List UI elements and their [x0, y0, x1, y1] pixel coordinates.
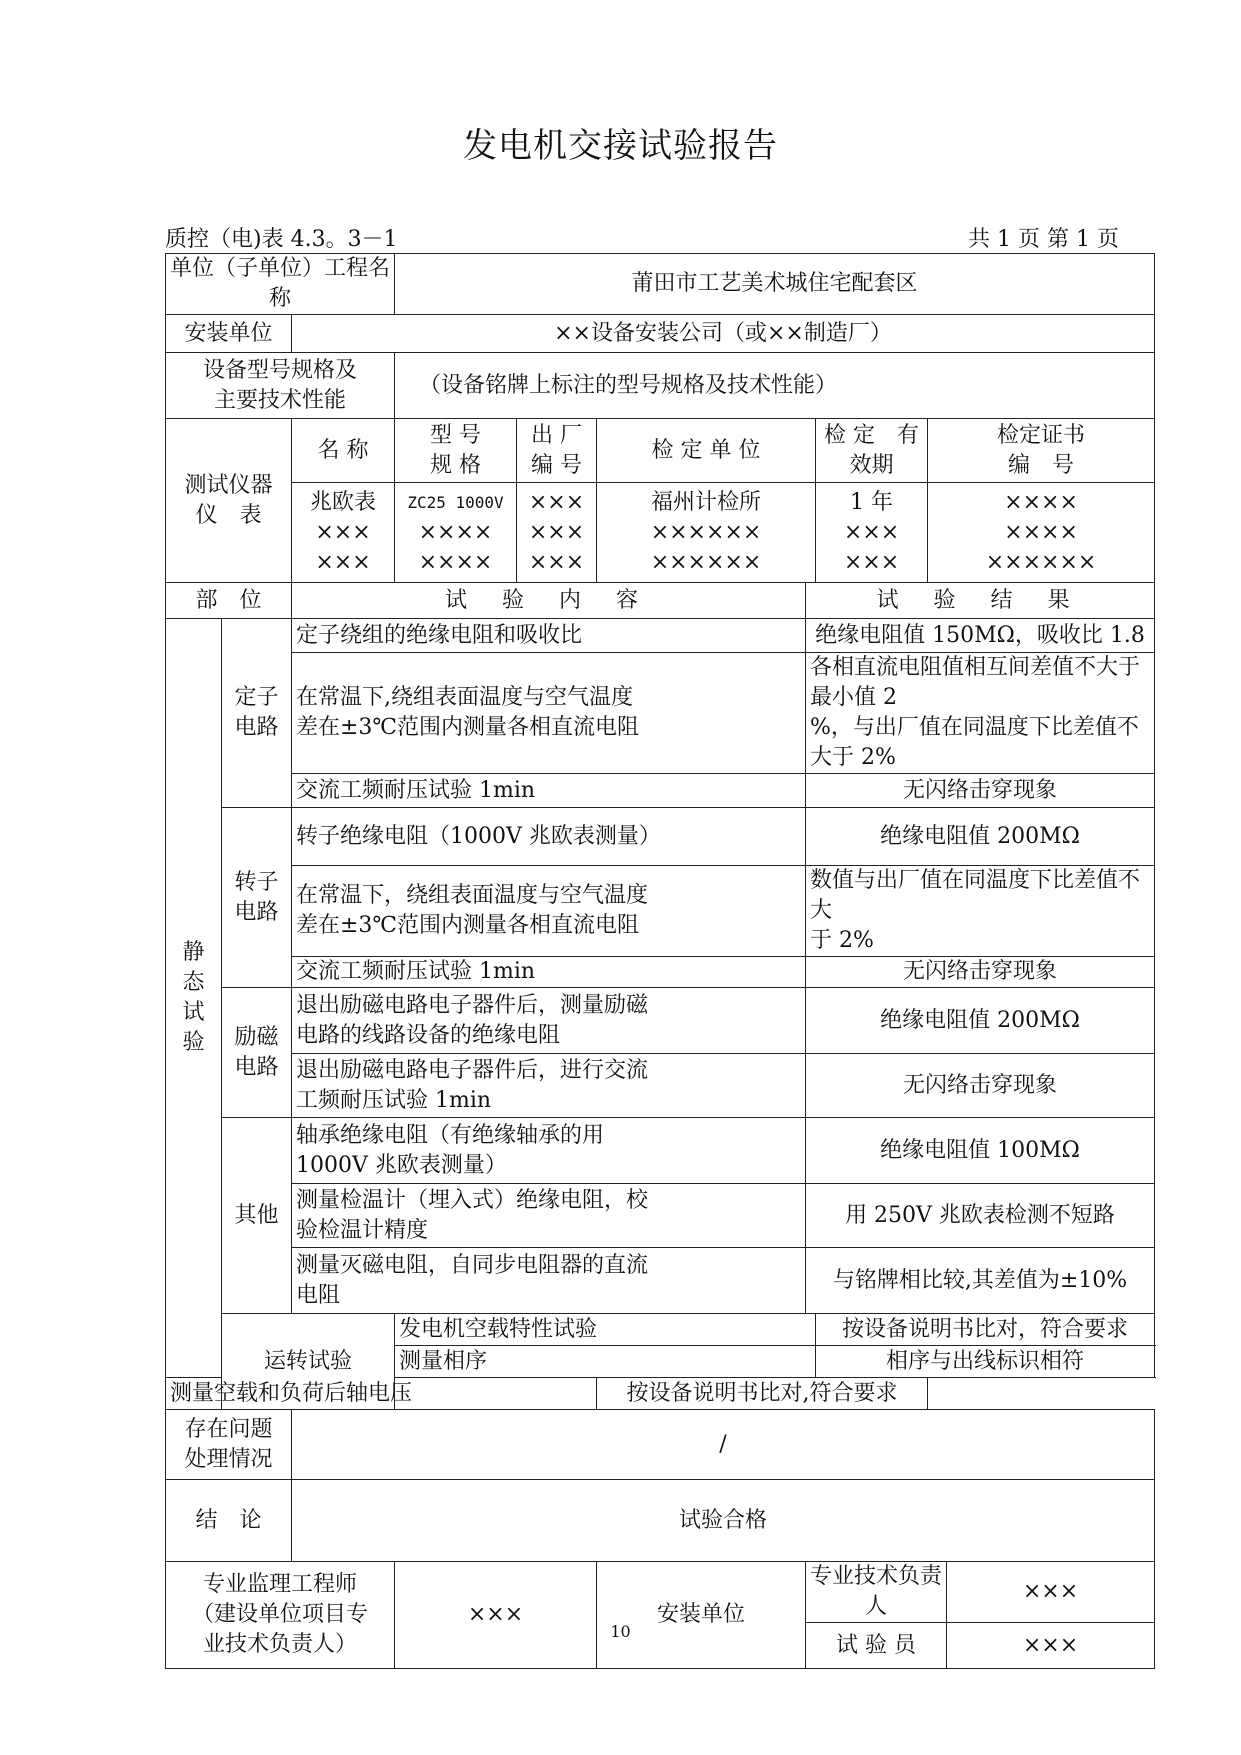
spec-label-line2: 主要技术性能	[213, 387, 346, 413]
stator-dc-content-line1: 在常温下,绕组表面温度与空气温度	[296, 685, 633, 710]
instrument-serials	[517, 483, 597, 583]
stator-ac-content: 交流工频耐压试验 1min	[292, 774, 806, 808]
rotor-dc-result-line1: 数值与出厂值在同温度下比差值不大	[810, 868, 1141, 923]
instruments-header-row	[166, 419, 1155, 483]
static-label-char-3: 试	[182, 1000, 205, 1025]
stator-label-line1: 定子	[234, 685, 279, 710]
excitation-row-1	[166, 988, 1155, 1054]
supervisor-label-line1: 专业监理工程师	[202, 1572, 357, 1597]
rotor-row-2	[166, 866, 1155, 957]
signoff-install-label: 安装单位	[597, 1562, 806, 1669]
col-model-header-line1: 型 号	[430, 422, 481, 448]
shaft-voltage-result: 按设备说明书比对,符合要求	[597, 1378, 928, 1410]
stator-dc-result-line1: 各相直流电阻值相互间差值不大于最小值 2	[810, 655, 1141, 710]
instruments-label	[166, 419, 292, 583]
conclusion-value: 试验合格	[292, 1480, 1155, 1562]
page-number: 10	[610, 1622, 631, 1641]
instrument-unit-2: ××××××	[650, 519, 762, 545]
static-label-char-4: 验	[182, 1030, 205, 1055]
supervisor-label	[166, 1562, 395, 1669]
page-info: 共 1 页 第 1 页	[968, 227, 1119, 252]
col-cert-header-line2: 编 号	[1008, 452, 1075, 478]
supervisor-label-line3: 业技术负责人）	[202, 1632, 357, 1657]
tech-lead-label: 专业技术负责人	[806, 1562, 947, 1623]
rotor-label-line2: 电路	[234, 899, 279, 925]
rotor-ac-result: 无闪络击穿现象	[806, 957, 1155, 988]
tech-lead-name: ×××	[947, 1562, 1155, 1623]
instrument-serial-3: ×××	[528, 549, 585, 575]
instrument-certs	[928, 483, 1155, 583]
instruments-label-line2: 仪 表	[195, 502, 262, 528]
rotor-row-1	[166, 808, 1155, 866]
instrument-valids	[816, 483, 928, 583]
excitation-ac-content-line1: 退出励磁电路电子器件后，进行交流	[296, 1057, 649, 1083]
project-value: 莆田市工艺美术城住宅配套区	[395, 254, 1155, 315]
conclusion-label: 结 论	[166, 1480, 292, 1562]
static-label-char-2: 态	[182, 970, 205, 995]
other-row-2	[166, 1184, 1155, 1248]
thermometer-content-line1: 测量检温计（埋入式）绝缘电阻，校	[296, 1187, 649, 1213]
stator-row-1	[166, 619, 1155, 653]
project-label: 单位（子单位）工程名称	[166, 254, 395, 315]
thermometer-content-line2: 验检温计精度	[296, 1217, 429, 1243]
instrument-model-2: ××××	[418, 519, 493, 545]
stator-dc-content-line2: 差在±3℃范围内测量各相直流电阻	[296, 715, 640, 740]
install-row	[166, 315, 1155, 353]
col-valid-header-line1: 检 定 有	[824, 422, 919, 448]
stator-insulation-result: 绝缘电阻值 150MΩ，吸收比 1.8	[806, 619, 1155, 653]
col-serial-header-line1: 出 厂	[531, 422, 582, 448]
excitation-insulation-result: 绝缘电阻值 200MΩ	[806, 988, 1155, 1054]
stator-ac-result: 无闪络击穿现象	[806, 774, 1155, 808]
conclusion-row	[166, 1480, 1155, 1562]
stator-dc-result	[806, 653, 1155, 774]
instrument-serial-1: ×××	[528, 489, 585, 515]
other-label: 其他	[222, 1118, 292, 1314]
stator-label	[222, 619, 292, 808]
running-label: 运转试验	[222, 1314, 395, 1410]
instrument-unit-3: ××××××	[650, 549, 762, 575]
no-load-content: 发电机空载特性试验	[395, 1314, 816, 1346]
spec-row	[166, 353, 1155, 419]
rotor-ac-content: 交流工频耐压试验 1min	[292, 957, 806, 988]
other-row-3	[166, 1248, 1155, 1314]
report-table	[165, 253, 1155, 1669]
rotor-dc-content-line1: 在常温下，绕组表面温度与空气温度	[296, 883, 649, 908]
instrument-model-1: ZC25 1000V	[407, 492, 504, 512]
excitation-label-line2: 电路	[234, 1054, 279, 1080]
spec-value: （设备铭牌上标注的型号规格及技术性能）	[395, 353, 1155, 419]
demagnetize-content-line2: 电阻	[296, 1282, 341, 1308]
result-header: 试 验 结 果	[806, 583, 1155, 619]
demagnetize-content-line1: 测量灭磁电阻，自同步电阻器的直流	[296, 1252, 649, 1278]
instrument-serial-2: ×××	[528, 519, 585, 545]
col-valid-header	[816, 419, 928, 483]
instrument-model-3: ××××	[418, 549, 493, 575]
rotor-insulation-result: 绝缘电阻值 200MΩ	[806, 808, 1155, 866]
col-model-header	[395, 419, 517, 483]
shaft-voltage-content: 测量空载和负荷后轴电压	[166, 1378, 597, 1410]
stator-label-line2: 电路	[234, 715, 279, 740]
bearing-content-line1: 轴承绝缘电阻（有绝缘轴承的用	[296, 1122, 605, 1148]
col-valid-header-line2: 效期	[849, 452, 894, 478]
instrument-name-2: ×××	[315, 519, 371, 545]
instrument-names	[292, 483, 395, 583]
tester-name: ×××	[947, 1623, 1155, 1669]
excitation-insulation-content	[292, 988, 806, 1054]
instrument-units	[597, 483, 816, 583]
thermometer-result: 用 250V 兆欧表检测不短路	[806, 1184, 1155, 1248]
excitation-insulation-content-line1: 退出励磁电路电子器件后，测量励磁	[296, 992, 649, 1018]
rotor-dc-content-line2: 差在±3℃范围内测量各相直流电阻	[296, 913, 640, 938]
instrument-name-1: 兆欧表	[309, 489, 376, 515]
instrument-cert-3: ××××××	[985, 549, 1097, 575]
spec-label-line1: 设备型号规格及	[202, 357, 357, 383]
excitation-row-2	[166, 1054, 1155, 1118]
stator-row-3	[166, 774, 1155, 808]
spec-label	[166, 353, 395, 419]
thermometer-content	[292, 1184, 806, 1248]
instrument-name-3: ×××	[315, 549, 371, 575]
instrument-valid-3: ×××	[843, 549, 900, 575]
excitation-ac-result: 无闪络击穿现象	[806, 1054, 1155, 1118]
instrument-cert-1: ××××	[1004, 489, 1078, 515]
instruments-data-row	[166, 483, 1155, 583]
tester-label: 试 验 员	[806, 1623, 947, 1669]
issues-row	[166, 1410, 1155, 1480]
excitation-label	[222, 988, 292, 1118]
content-header: 试 验 内 容	[292, 583, 806, 619]
demagnetize-result: 与铭牌相比较,其差值为±10%	[806, 1248, 1155, 1314]
signoff-row-1	[166, 1562, 1155, 1623]
issues-label	[166, 1410, 292, 1480]
issues-label-line1: 存在问题	[184, 1416, 273, 1442]
stator-dc-content	[292, 653, 806, 774]
stator-row-2	[166, 653, 1155, 774]
phase-seq-result: 相序与出线标识相符	[816, 1346, 1155, 1378]
issues-value: /	[292, 1410, 1155, 1480]
excitation-ac-content-line2: 工频耐压试验 1min	[296, 1087, 492, 1113]
rotor-dc-content	[292, 866, 806, 957]
col-serial-header	[517, 419, 597, 483]
bearing-content-line2: 1000V 兆欧表测量）	[296, 1152, 507, 1178]
other-row-1	[166, 1118, 1155, 1184]
install-label: 安装单位	[166, 315, 292, 353]
instrument-valid-1: 1 年	[850, 489, 893, 515]
excitation-label-line1: 励磁	[234, 1024, 279, 1050]
section-header-row	[166, 583, 1155, 619]
stator-dc-result-line2: %，与出厂值在同温度下比差值不大于 2%	[810, 715, 1139, 770]
issues-label-line2: 处理情况	[184, 1446, 273, 1472]
excitation-insulation-content-line2: 电路的线路设备的绝缘电阻	[296, 1022, 561, 1048]
instrument-models	[395, 483, 517, 583]
rotor-insulation-content: 转子绝缘电阻（1000V 兆欧表测量）	[292, 808, 806, 866]
instruments-label-line1: 测试仪器	[184, 472, 273, 498]
rotor-row-3	[166, 957, 1155, 988]
running-row-1	[166, 1314, 1155, 1346]
rotor-label	[222, 808, 292, 988]
report-title: 发电机交接试验报告	[463, 126, 778, 166]
supervisor-name: ×××	[395, 1562, 597, 1669]
instrument-unit-1: 福州计检所	[650, 489, 761, 515]
col-unit-header: 检 定 单 位	[597, 419, 816, 483]
static-test-label	[166, 619, 222, 1378]
part-header: 部 位	[166, 583, 292, 619]
rotor-label-line1: 转子	[234, 869, 279, 895]
running-row-3	[166, 1378, 1155, 1410]
excitation-ac-content	[292, 1054, 806, 1118]
phase-seq-content: 测量相序	[395, 1346, 816, 1378]
col-serial-header-line2: 编 号	[531, 452, 582, 478]
stator-insulation-content: 定子绕组的绝缘电阻和吸收比	[292, 619, 806, 653]
rotor-dc-result-line2: 于 2%	[810, 928, 874, 953]
col-name-header: 名 称	[292, 419, 395, 483]
form-code: 质控（电)表 4.3。3－1	[165, 227, 398, 252]
project-row	[166, 254, 1155, 315]
demagnetize-content	[292, 1248, 806, 1314]
install-value: ××设备安装公司（或××制造厂）	[292, 315, 1155, 353]
instrument-valid-2: ×××	[843, 519, 900, 545]
col-model-header-line2: 规 格	[430, 452, 481, 478]
supervisor-label-line2: （建设单位项目专	[191, 1602, 368, 1627]
rotor-dc-result	[806, 866, 1155, 957]
bearing-content	[292, 1118, 806, 1184]
col-cert-header-line1: 检定证书	[997, 422, 1086, 448]
instrument-cert-2: ××××	[1004, 519, 1078, 545]
col-cert-header	[928, 419, 1155, 483]
bearing-result: 绝缘电阻值 100MΩ	[806, 1118, 1155, 1184]
no-load-result: 按设备说明书比对，符合要求	[816, 1314, 1155, 1346]
static-label-char-1: 静	[182, 940, 205, 965]
